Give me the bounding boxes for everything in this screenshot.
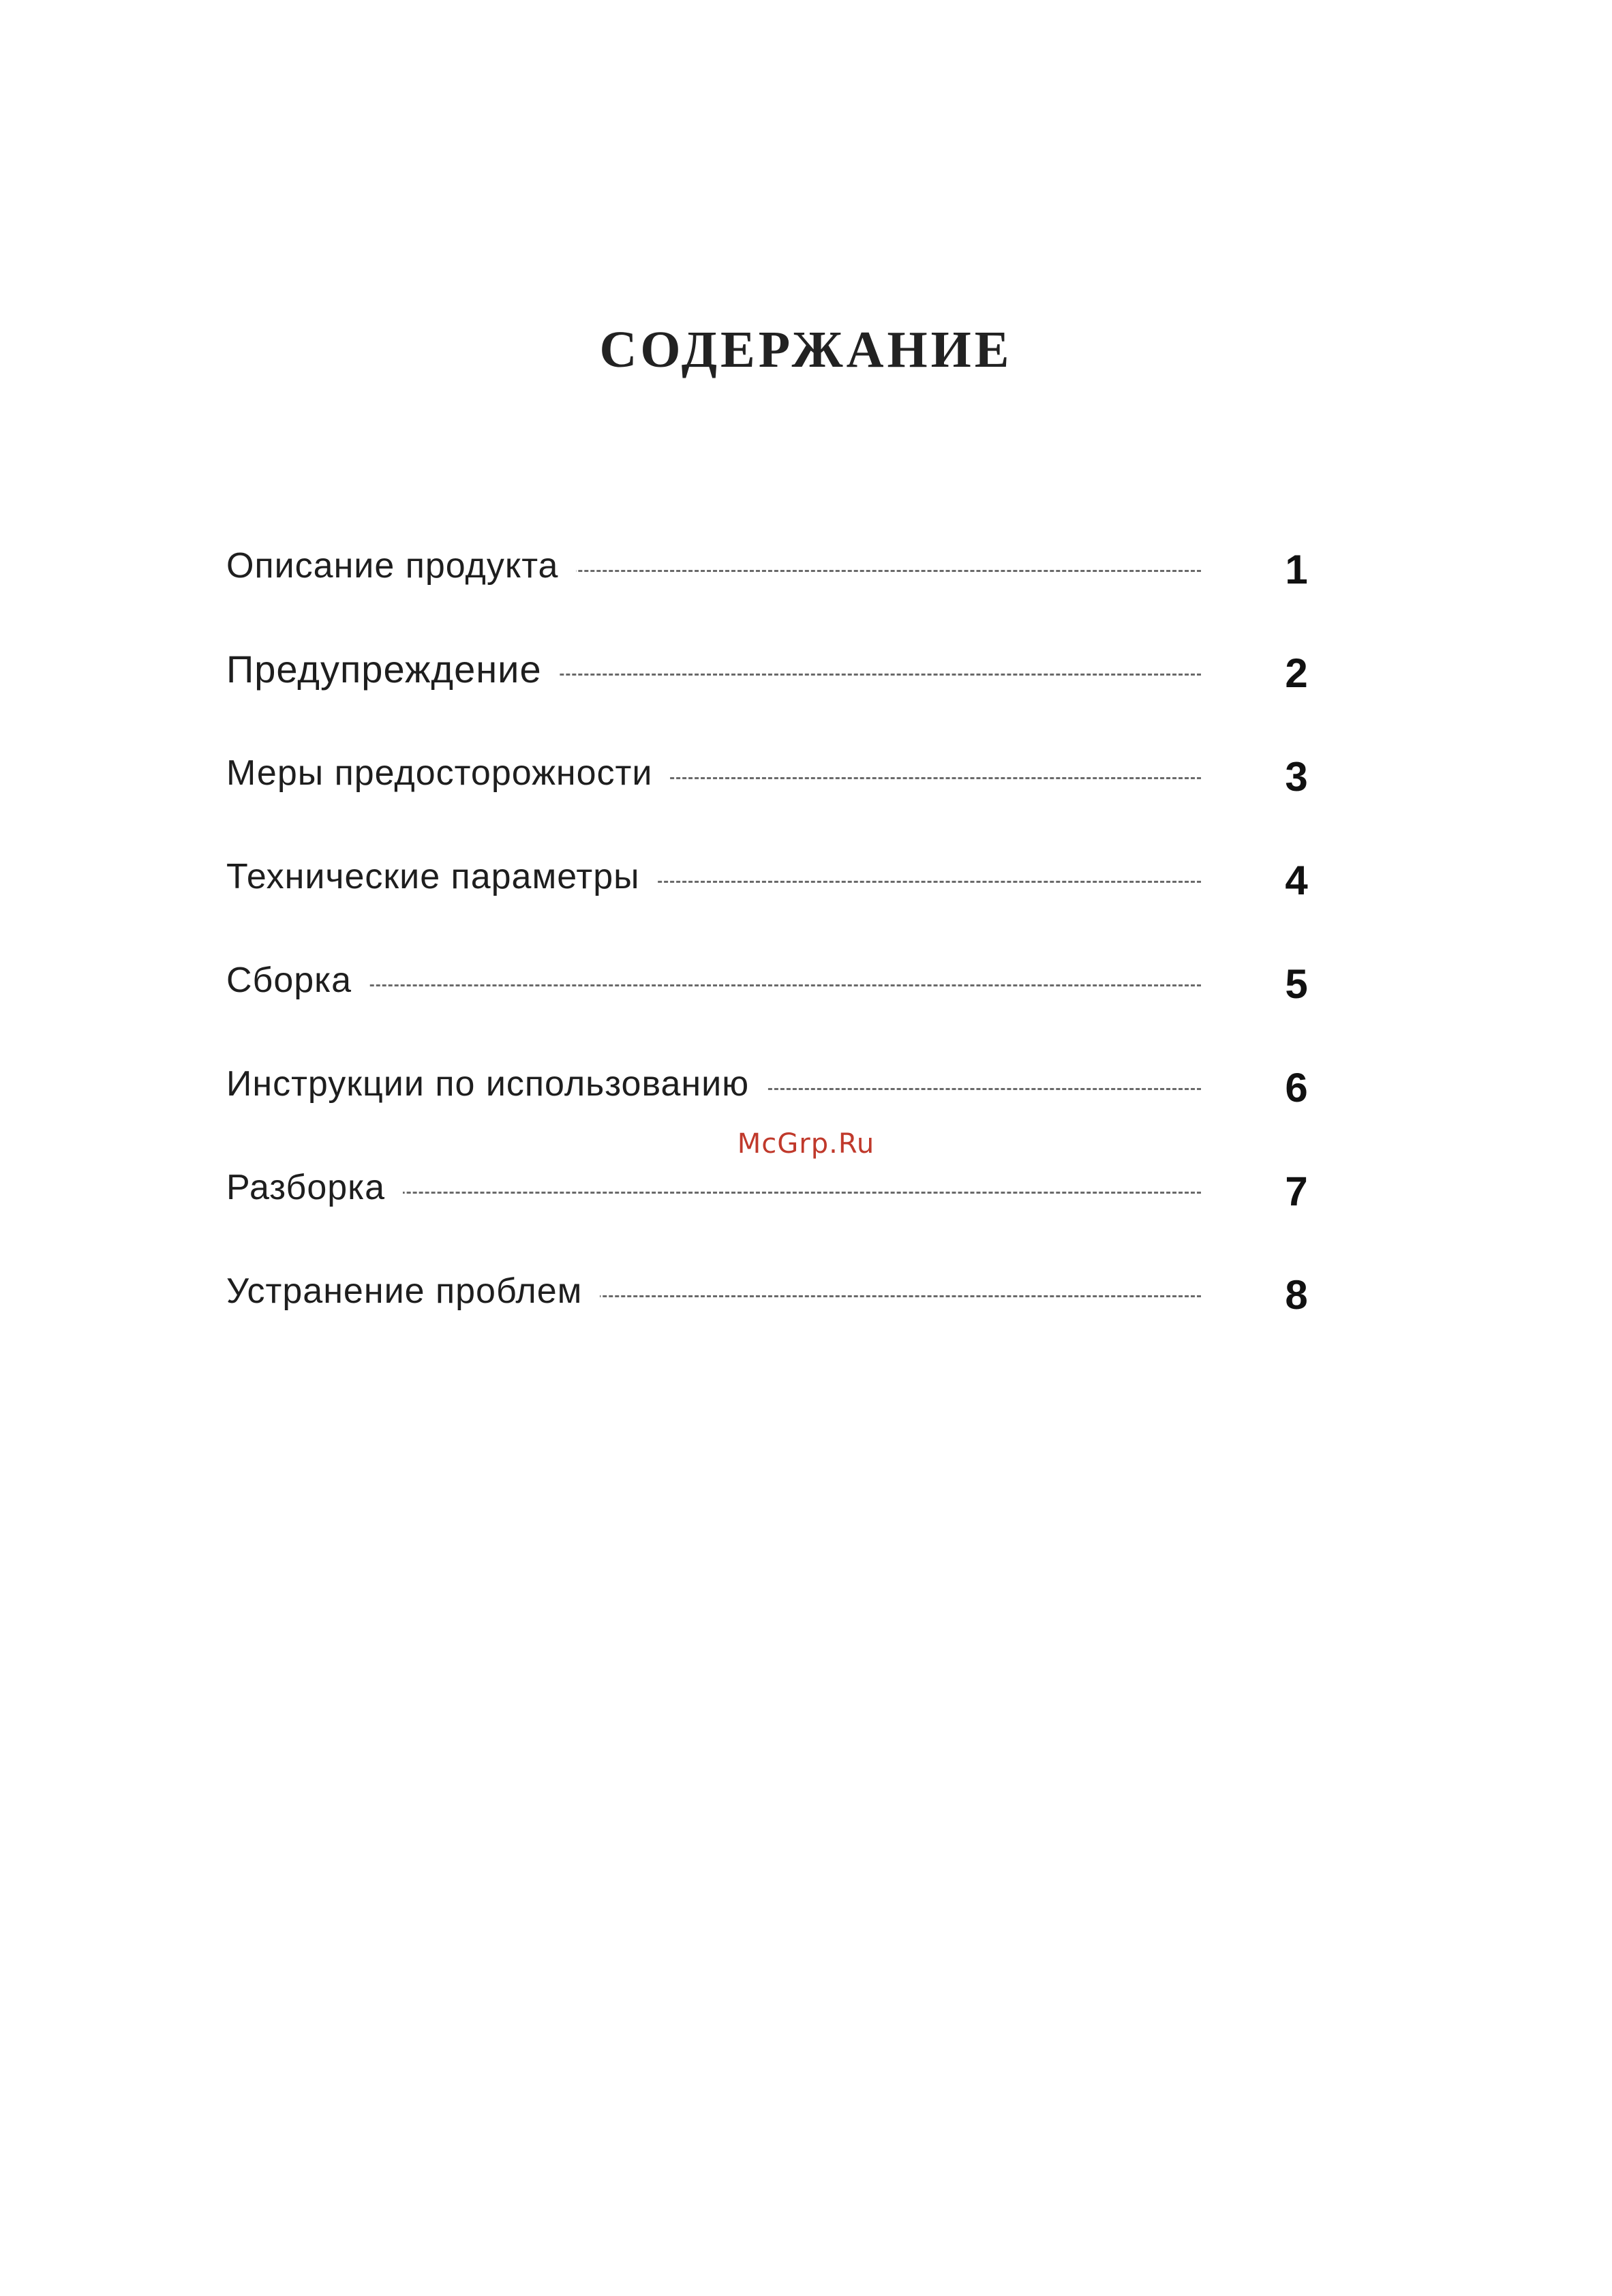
toc-entry-label: Предупреждение <box>226 635 560 704</box>
toc-entry-assembly[interactable] <box>226 946 1344 1014</box>
toc-entry-technical-parameters[interactable] <box>226 843 1344 911</box>
toc-leader-line <box>254 984 1201 986</box>
toc-entry-label: Меры предосторожности <box>226 739 670 807</box>
toc-entry-page-number: 6 <box>1285 1065 1308 1111</box>
toc-entry-precautions[interactable] <box>226 739 1344 807</box>
toc-entry-page-number: 5 <box>1285 961 1308 1007</box>
toc-entry-page-number: 2 <box>1285 650 1308 696</box>
toc-entry-usage-instructions[interactable] <box>226 1050 1344 1118</box>
toc-entry-label: Сборка <box>226 946 369 1014</box>
toc-entry-page-number: 8 <box>1285 1272 1308 1318</box>
toc-entry-warning[interactable] <box>226 635 1344 704</box>
toc-entry-page-number: 3 <box>1285 754 1308 800</box>
toc-entry-label: Разборка <box>226 1153 403 1222</box>
toc-entry-product-description[interactable] <box>226 532 1344 600</box>
toc-entry-troubleshooting[interactable] <box>226 1257 1344 1325</box>
toc-entry-page-number: 4 <box>1285 858 1308 903</box>
page-title: СОДЕРЖАНИЕ <box>599 321 1013 378</box>
watermark-text: McGrp.Ru <box>737 1128 875 1160</box>
toc-entry-page-number: 1 <box>1285 547 1308 592</box>
toc-entry-label: Технические параметры <box>226 843 658 911</box>
toc-entry-label: Описание продукта <box>226 532 576 600</box>
toc-entry-label: Устранение проблем <box>226 1257 600 1325</box>
toc-entry-disassembly[interactable] <box>226 1153 1344 1222</box>
toc-entry-label: Инструкции по использованию <box>226 1050 767 1118</box>
toc-entry-page-number: 7 <box>1285 1168 1308 1214</box>
